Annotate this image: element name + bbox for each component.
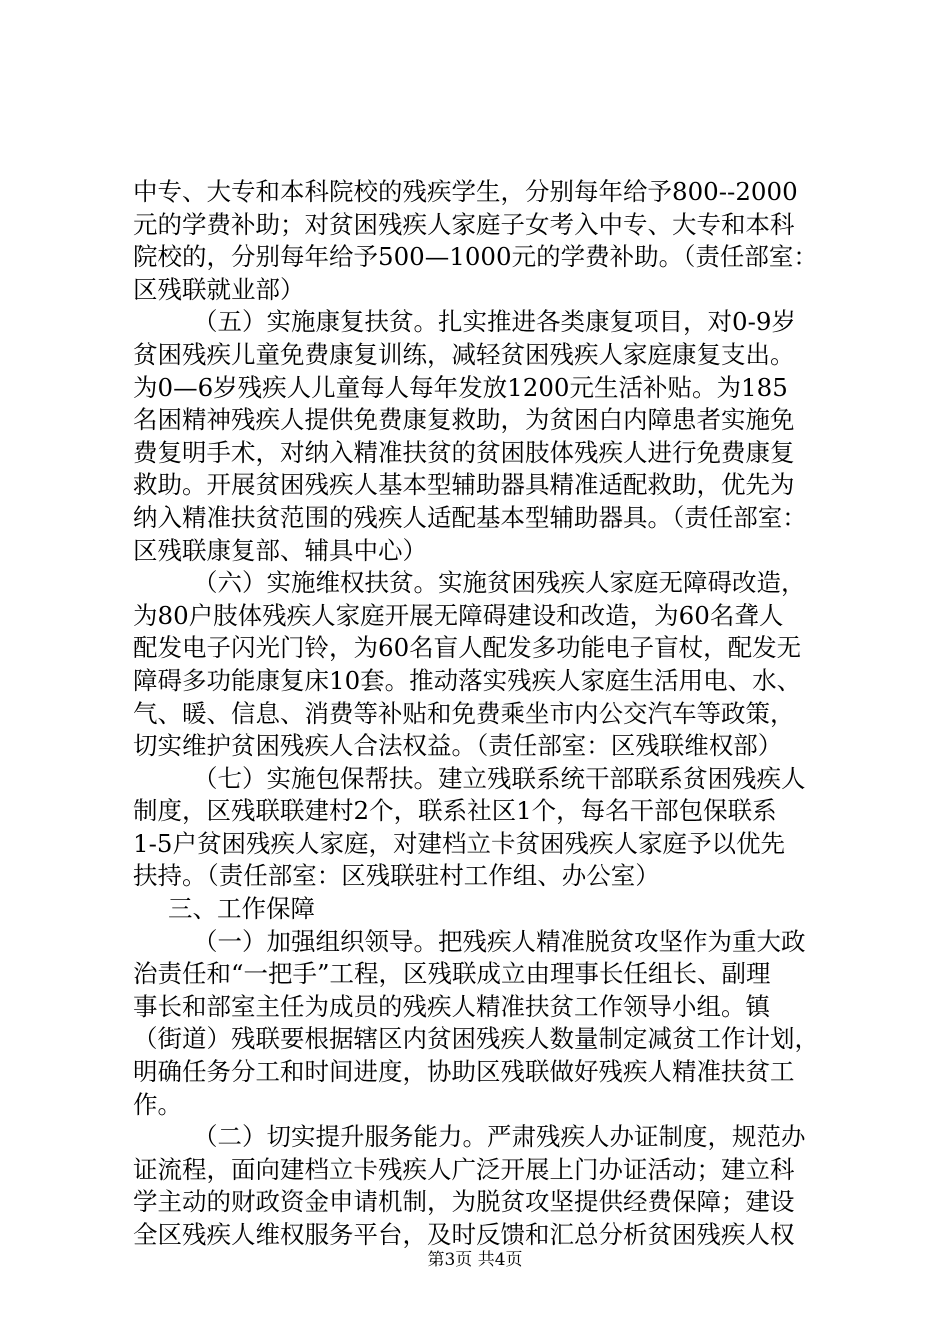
text-line: 扶持。（责任部室：区残联驻村工作组、办公室）: [133, 861, 660, 891]
page-footer: 第3页 共4页: [427, 1250, 523, 1270]
text-line: 院校的，分别每年给予500—1000元的学费补助。（责任部室：: [133, 242, 818, 272]
text-line: 治责任和“一把手”工程，区残联成立由理事长任组长、副理: [133, 959, 771, 989]
section-heading: 三、工作保障: [168, 894, 315, 924]
text-line: 中专、大专和本科院校的残疾学生，分别每年给予800--2000: [133, 177, 798, 206]
text-line: （二）切实提升服务能力。严肃残疾人办证制度，规范办: [193, 1122, 806, 1152]
text-line: 事长和部室主任为成员的残疾人精准扶贫工作领导小组。镇: [133, 991, 770, 1021]
text-line: 元的学费补助；对贫困残疾人家庭子女考入中专、大专和本科: [133, 209, 795, 239]
text-line: （一）加强组织领导。把残疾人精准脱贫攻坚作为重大政: [193, 926, 806, 956]
text-line: 明确任务分工和时间进度，协助区残联做好残疾人精准扶贫工: [133, 1057, 795, 1087]
document-body: [133, 176, 843, 1252]
text-line: 气、暖、信息、消费等补贴和免费乘坐市内公交汽车等政策，: [133, 698, 795, 728]
text-line: 费复明手术，对纳入精准扶贫的贫困肢体残疾人进行免费康复: [133, 437, 795, 467]
text-line: 为80户肢体残疾人家庭开展无障碍建设和改造，为60名聋人: [133, 600, 784, 630]
text-line: （六）实施维权扶贫。实施贫困残疾人家庭无障碍改造，: [193, 568, 806, 598]
text-line: （七）实施包保帮扶。建立残联系统干部联系贫困残疾人: [193, 763, 806, 793]
text-line: （五）实施康复扶贫。扎实推进各类康复项目，对0-9岁: [193, 307, 796, 337]
text-line: 全区残疾人维权服务平台，及时反馈和汇总分析贫困残疾人权: [133, 1220, 795, 1249]
text-line: 区残联康复部、辅具中心）: [133, 535, 427, 565]
text-line: （街道）残联要根据辖区内贫困残疾人数量制定减贫工作计划，: [133, 1024, 819, 1054]
text-line: 配发电子闪光门铃，为60名盲人配发多功能电子盲杖，配发无: [133, 633, 802, 663]
text-line: 区残联就业部）: [133, 274, 305, 304]
text-line: 制度，区残联联建村2个，联系社区1个，每名干部包保联系: [133, 796, 777, 826]
text-line: 障碍多功能康复床10套。推动落实残疾人家庭生活用电、水、: [133, 665, 802, 695]
text-line: 证流程，面向建档立卡残疾人广泛开展上门办证活动；建立科: [133, 1154, 795, 1184]
text-line: 贫困残疾儿童免费康复训练，减轻贫困残疾人家庭康复支出。: [133, 339, 795, 369]
text-line: 纳入精准扶贫范围的残疾人适配基本型辅助器具。（责任部室：: [133, 502, 807, 532]
text-line: 为0—6岁残疾人儿童每人每年发放1200元生活补贴。为185: [133, 372, 788, 402]
text-line: 切实维护贫困残疾人合法权益。（责任部室：区残联维权部）: [133, 731, 783, 761]
text-line: 作。: [133, 1089, 182, 1119]
text-line: 名困精神残疾人提供免费康复救助，为贫困白内障患者实施免: [133, 405, 795, 435]
text-line: 学主动的财政资金申请机制，为脱贫攻坚提供经费保障；建设: [133, 1187, 795, 1217]
text-line: 1-5户贫困残疾人家庭，对建档立卡贫困残疾人家庭予以优先: [133, 828, 785, 858]
text-line: 救助。开展贫困残疾人基本型辅助器具精准适配救助，优先为: [133, 470, 795, 500]
